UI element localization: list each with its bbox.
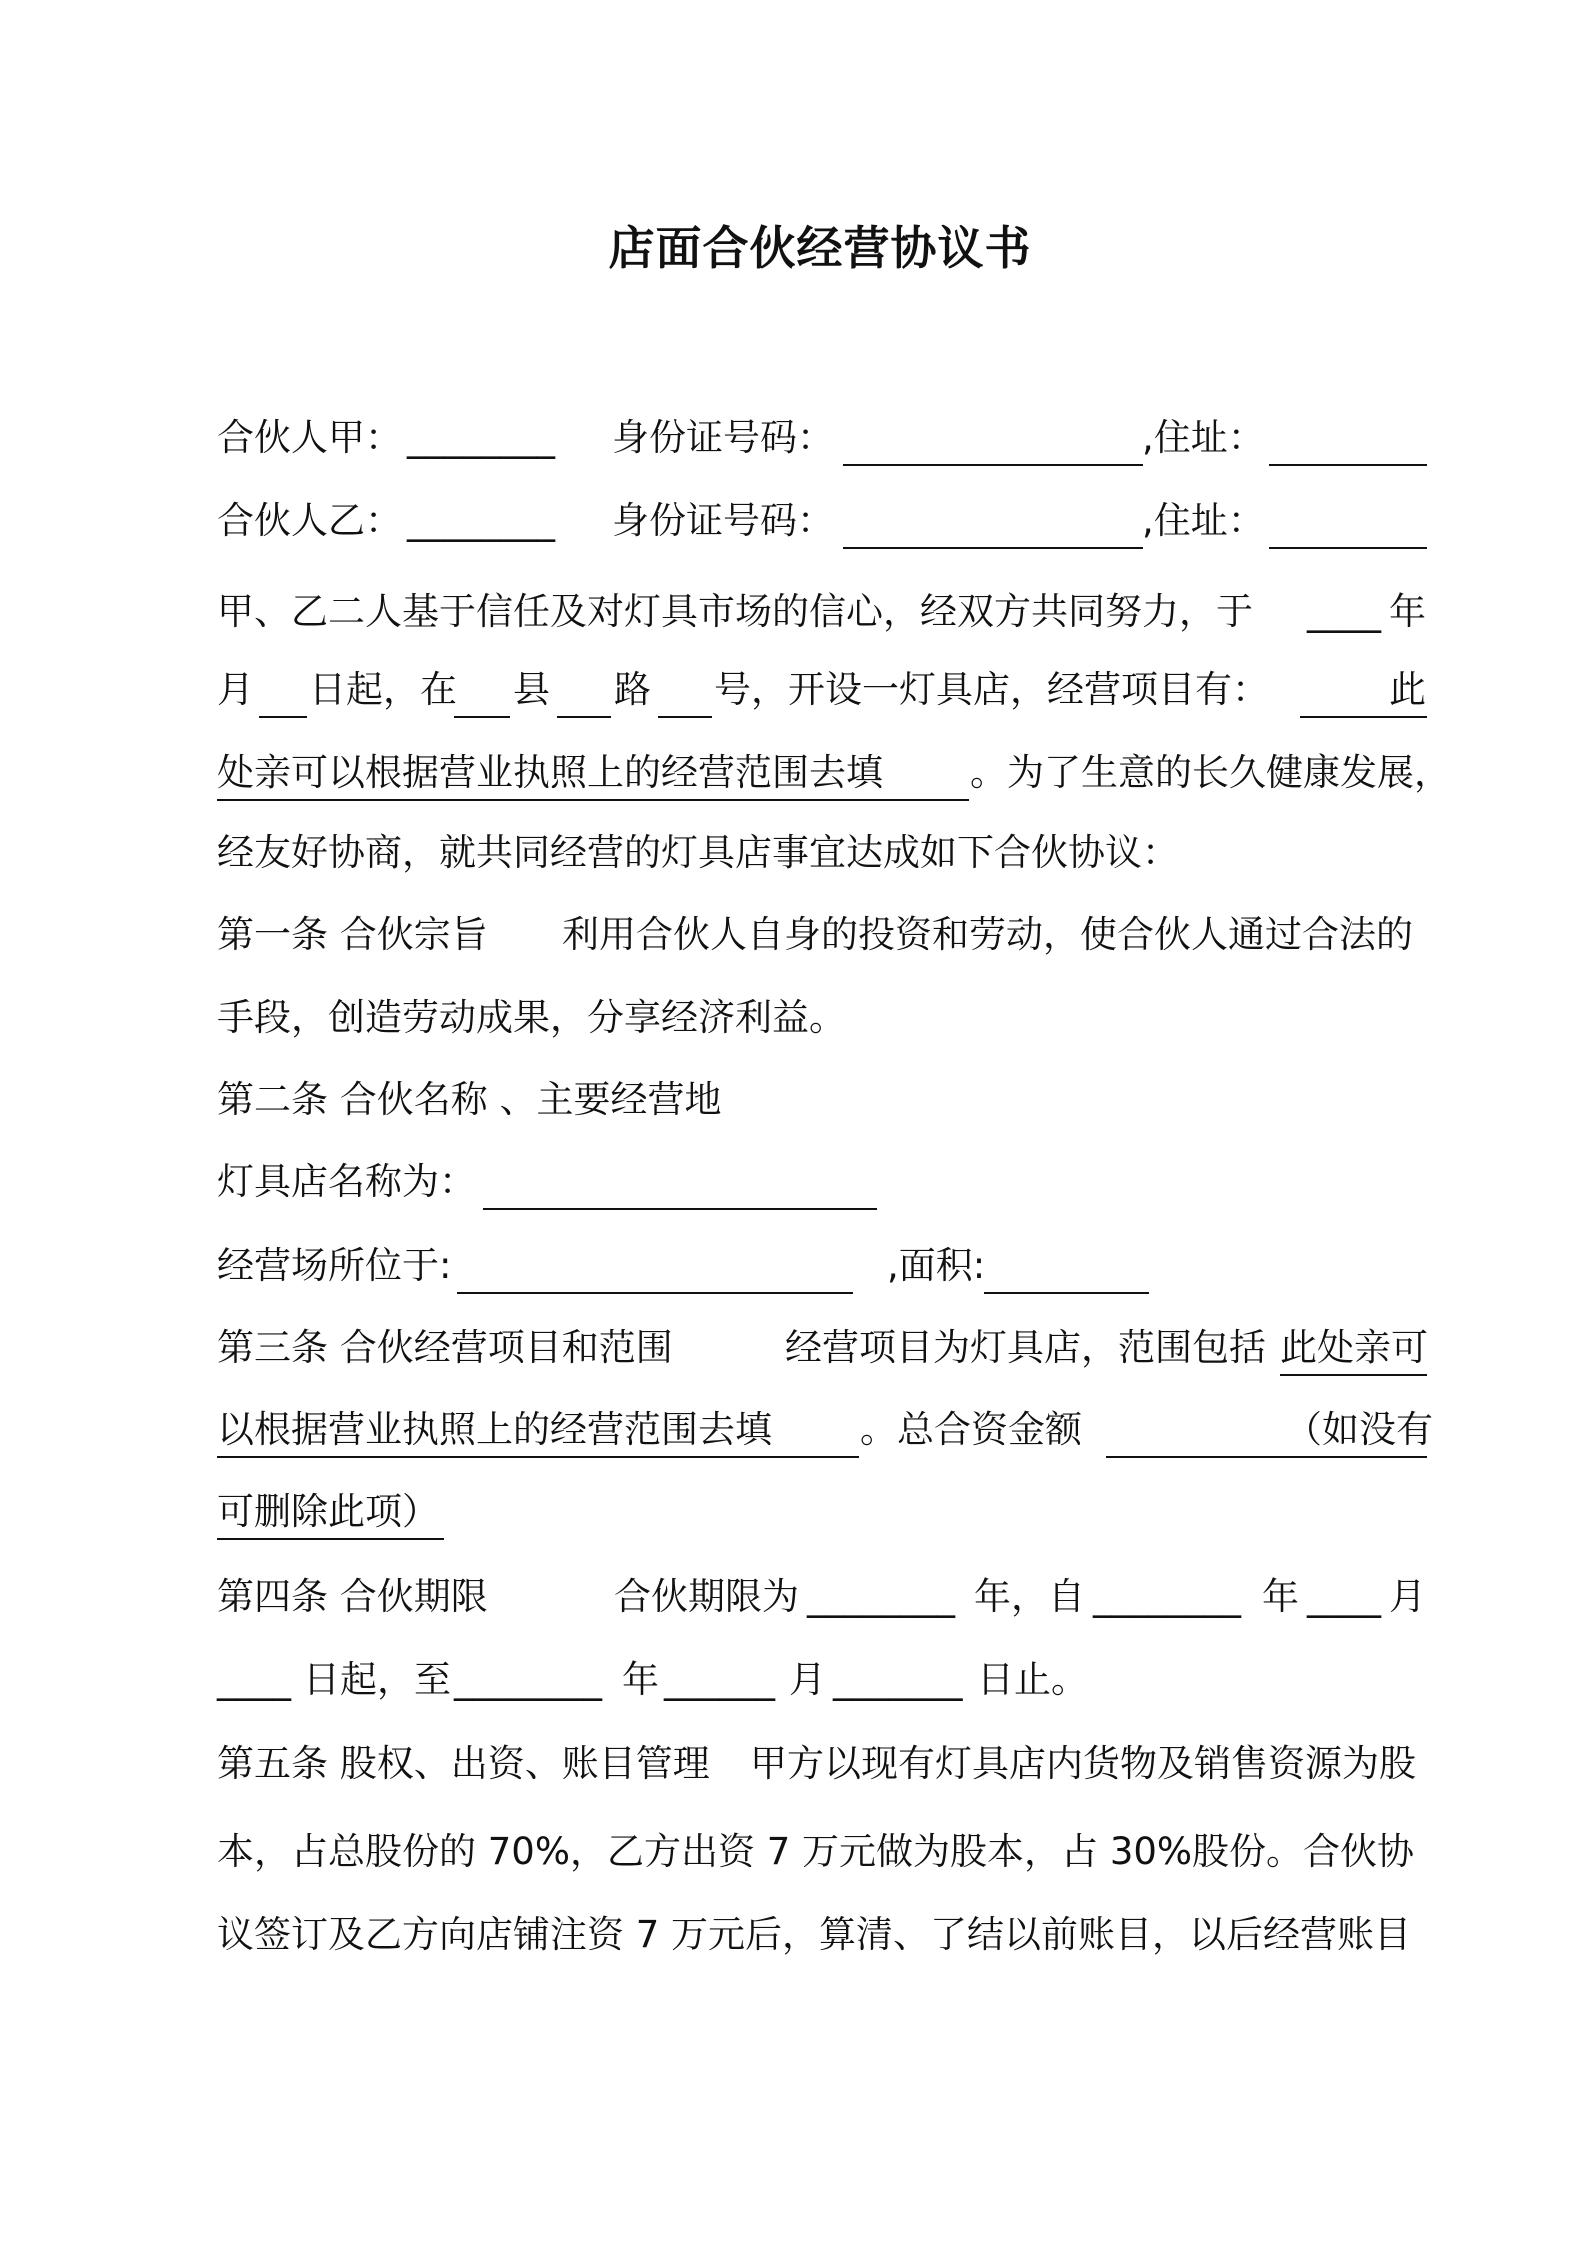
partner-a-id-label: 身份证号码： xyxy=(612,416,834,459)
partner-a-label: 合伙人甲： xyxy=(217,416,402,459)
start-year-blank: ________ xyxy=(1093,1575,1241,1618)
area-blank xyxy=(984,1292,1149,1294)
intro-month-label: 月 xyxy=(217,668,254,711)
article-3-line-1 xyxy=(217,1318,1427,1378)
article-5-text-2: 本，占总股份的 70%，乙方出资 7 万元做为股本，占 30%股份。合伙协 xyxy=(217,1830,1415,1873)
article-3-line-2 xyxy=(217,1400,1433,1460)
intro-day-label: 日起，在 xyxy=(309,668,457,711)
area-label: ,面积: xyxy=(887,1244,986,1287)
partner-a-address-blank xyxy=(1269,464,1427,466)
article-2-line-1 xyxy=(217,1070,1427,1130)
partner-b-id-label: 身份证号码： xyxy=(612,499,834,542)
intro-agreement-text: 经友好协商，就共同经营的灯具店事宜达成如下合伙协议： xyxy=(217,831,1179,874)
term-years-blank: ________ xyxy=(807,1575,955,1618)
article-3-scope-fill-1: 此处亲可 xyxy=(1280,1326,1428,1369)
end-year-blank: ________ xyxy=(454,1658,602,1701)
intro-road-label: 路 xyxy=(614,668,651,711)
end-year-label: 年 xyxy=(622,1658,659,1701)
article-1-heading: 第一条 合伙宗旨 xyxy=(217,913,488,956)
article-3-note-rule-2 xyxy=(217,1538,444,1540)
article-4-heading: 第四条 合伙期限 xyxy=(217,1575,488,1618)
end-month-label: 月 xyxy=(789,1658,826,1701)
article-3-scope-fill-2: 以根据营业执照上的经营范围去填 xyxy=(217,1408,772,1451)
intro-scope-fill-1: 此 xyxy=(1389,668,1426,711)
article-1-text-1: 利用合伙人自身的投资和劳动，使合伙人通过合法的 xyxy=(562,913,1413,956)
article-2-heading: 第二条 合伙名称 、主要经营地 xyxy=(217,1078,722,1121)
article-2-line-2 xyxy=(217,1152,1427,1212)
article-5-text-1: 甲方以现有灯具店内货物及销售资源为股 xyxy=(750,1742,1416,1785)
intro-scope-fill-2: 处亲可以根据营业执照上的经营范围去填 xyxy=(217,751,883,794)
intro-year-blank: ____ xyxy=(1307,590,1381,633)
article-3-scope-fill-rule-2 xyxy=(217,1456,859,1458)
article-3-note-2: 可删除此项） xyxy=(217,1490,439,1533)
partner-b-name-blank: ________ xyxy=(407,499,555,542)
article-3-line-3 xyxy=(217,1482,1427,1542)
start-day-label: 日起，至 xyxy=(303,1658,451,1701)
end-day-blank: _______ xyxy=(833,1658,963,1701)
intro-county-blank xyxy=(454,716,510,718)
article-3-text-1: 经营项目为灯具店，范围包括 xyxy=(785,1326,1266,1369)
article-5-heading: 第五条 股权、出资、账目管理 xyxy=(217,1742,710,1785)
start-year-label: 年 xyxy=(1262,1575,1299,1618)
term-label: 合伙期限为 xyxy=(614,1575,799,1618)
article-5-text-3: 议签订及乙方向店铺注资 7 万元后，算清、了结以前账目，以后经营账目 xyxy=(217,1913,1412,1956)
intro-scope-fill-rule-2 xyxy=(217,799,969,801)
article-5-line-1 xyxy=(217,1734,1427,1794)
partner-a-name-blank: ________ xyxy=(407,416,555,459)
total-capital-label: 。总合资金额 xyxy=(860,1408,1082,1451)
intro-road-blank xyxy=(557,716,611,718)
article-1-text-2: 手段，创造劳动成果，分享经济利益。 xyxy=(217,996,846,1039)
partner-b-label: 合伙人乙： xyxy=(217,499,402,542)
article-4-line-1 xyxy=(217,1567,1427,1627)
store-name-blank xyxy=(483,1208,877,1210)
total-capital-blank xyxy=(1106,1456,1286,1458)
partner-b-address-blank xyxy=(1269,547,1427,549)
partner-a-id-blank xyxy=(843,464,1143,466)
term-years-label: 年，自 xyxy=(974,1575,1085,1618)
article-4-line-2 xyxy=(217,1650,1427,1710)
article-1-line-2 xyxy=(217,988,1427,1048)
article-3-scope-fill-rule-1 xyxy=(1280,1374,1427,1376)
start-month-blank: ____ xyxy=(1307,1575,1381,1618)
intro-county-label: 县 xyxy=(513,668,550,711)
article-1-line-1 xyxy=(217,905,1427,965)
intro-number-label: 号，开设一灯具店，经营项目有： xyxy=(714,668,1269,711)
end-day-label: 日止。 xyxy=(977,1658,1088,1701)
intro-year-label: 年 xyxy=(1389,590,1426,633)
intro-purpose-text: 。为了生意的长久健康发展， xyxy=(970,751,1451,794)
article-2-line-3 xyxy=(217,1236,1427,1296)
article-5-line-2 xyxy=(217,1822,1427,1882)
start-month-label: 月 xyxy=(1389,1575,1426,1618)
article-3-note-1: （如没有 xyxy=(1285,1408,1433,1451)
partner-b-address-label: ,住址： xyxy=(1142,499,1265,542)
article-3-heading: 第三条 合伙经营项目和范围 xyxy=(217,1326,673,1369)
intro-line-4 xyxy=(217,823,1427,883)
article-5-line-3 xyxy=(217,1905,1427,1965)
intro-month-blank xyxy=(259,716,307,718)
intro-text: 甲、乙二人基于信任及对灯具市场的信心，经双方共同努力，于 xyxy=(217,590,1253,633)
start-day-blank: ____ xyxy=(217,1658,291,1701)
location-label: 经营场所位于: xyxy=(217,1244,452,1287)
end-month-blank: ______ xyxy=(664,1658,775,1701)
intro-line-2 xyxy=(217,660,1427,720)
intro-line-1 xyxy=(217,582,1427,642)
location-blank xyxy=(457,1292,853,1294)
article-3-note-rule-1 xyxy=(1286,1456,1427,1458)
intro-number-blank xyxy=(658,716,712,718)
partner-b-id-blank xyxy=(843,547,1143,549)
partner-b-line xyxy=(217,491,1427,551)
partner-a-line xyxy=(217,408,1427,468)
store-name-label: 灯具店名称为： xyxy=(217,1160,476,1203)
intro-line-3 xyxy=(217,743,1451,803)
document-title: 店面合伙经营协议书 xyxy=(608,221,1032,275)
partner-a-address-label: ,住址： xyxy=(1142,416,1265,459)
